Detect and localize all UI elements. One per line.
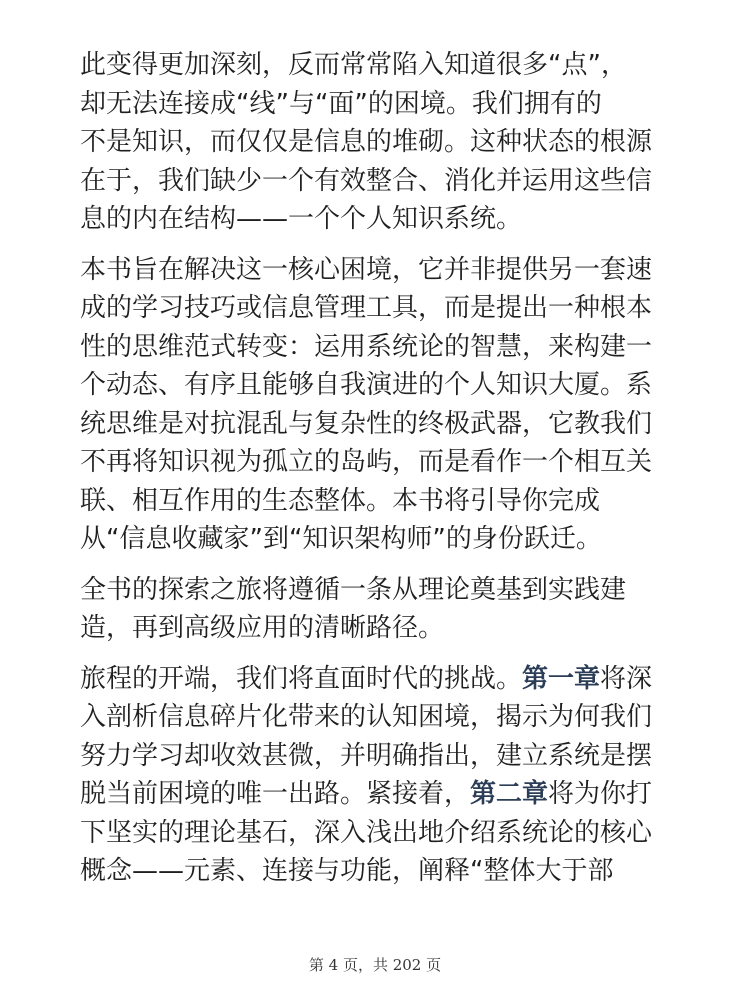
- text-line: 个动态、有序且能够自我演进的个人知识大厦。系: [80, 370, 653, 400]
- text-line: 从“信息收藏家”到“知识架构师”的身份跃迁。: [80, 524, 602, 554]
- text-line: 造，再到高级应用的清晰路径。: [80, 613, 445, 643]
- text-line: [80, 660, 680, 699]
- text-run: 旅程的开端，我们将直面时代的挑战。: [80, 663, 523, 694]
- paragraph-2: [80, 251, 680, 559]
- text-line: 下坚实的理论基石，深入浅出地介绍系统论的核心: [80, 817, 653, 848]
- page-footer: 第 4 页，共 202 页: [308, 956, 442, 974]
- body-text: [80, 46, 680, 903]
- text-line: 在于，我们缺少一个有效整合、消化并运用这些信: [80, 165, 653, 196]
- text-line: 成的学习技巧或信息管理工具，而是提出一种根本: [80, 293, 653, 323]
- text-line: [80, 775, 680, 814]
- text-run: 脱当前困境的唯一出路。紧接着，: [80, 779, 471, 809]
- paragraph-1: [80, 46, 680, 239]
- text-line: 本书旨在解决这一核心困境，它并非提供另一套速: [80, 254, 653, 285]
- text-run: 将深: [600, 663, 653, 694]
- text-line: 此变得更加深刻，反而常常陷入知道很多“点”，: [80, 50, 627, 80]
- text-run: 将为你打: [548, 779, 653, 809]
- text-line: 性的思维范式转变：运用系统论的智慧，来构建一: [80, 331, 653, 362]
- chapter-reference: 第一章: [522, 663, 601, 694]
- text-line: 却无法连接成“线”与“面”的困境。我们拥有的: [80, 88, 602, 119]
- text-line: 不再将知识视为孤立的岛屿，而是看作一个相互关: [80, 447, 653, 477]
- chapter-reference: 第二章: [470, 779, 549, 809]
- text-line: 入剖析信息碎片化带来的认知困境，揭示为何我们: [80, 702, 653, 732]
- text-line: 不是知识，而仅仅是信息的堆砌。这种状态的根源: [80, 127, 653, 157]
- text-line: 统思维是对抗混乱与复杂性的终极武器，它教我们: [80, 408, 653, 439]
- paragraph-3: [80, 571, 680, 648]
- text-line: 努力学习却收效甚微，并明确指出，建立系统是摆: [80, 740, 653, 771]
- text-line: 概念——元素、连接与功能，阐释“整体大于部: [80, 856, 614, 886]
- text-line: 息的内在结构——一个个人知识系统。: [80, 204, 523, 234]
- text-line: 全书的探索之旅将遵循一条从理论奠基到实践建: [80, 574, 627, 605]
- paragraph-4: [80, 660, 680, 891]
- text-line: 联、相互作用的生态整体。本书将引导你完成: [80, 485, 601, 516]
